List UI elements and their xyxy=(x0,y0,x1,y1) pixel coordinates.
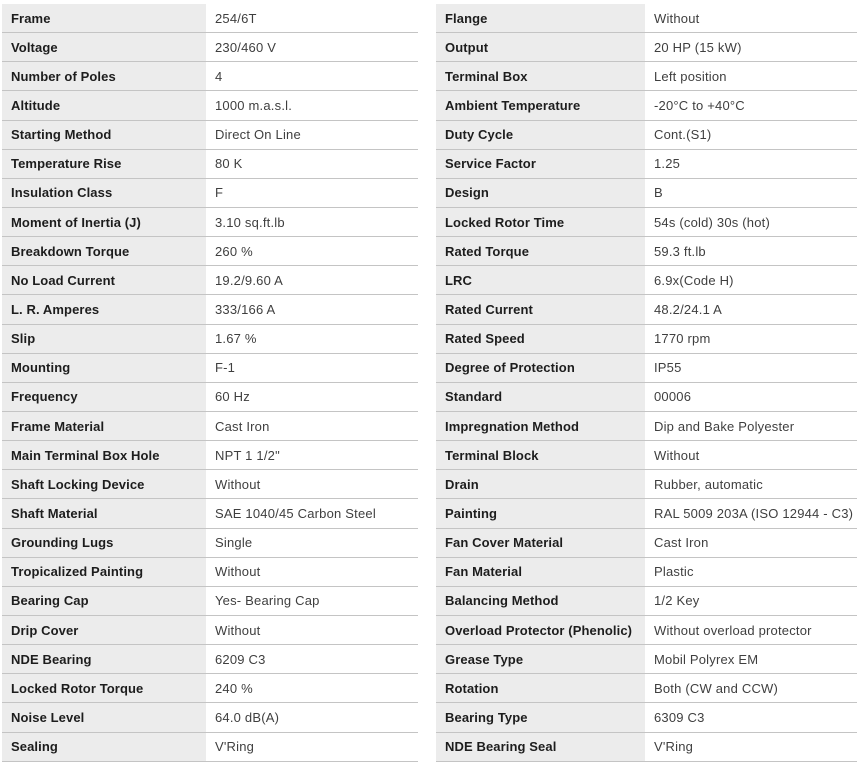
spec-row xyxy=(2,91,418,120)
spec-row xyxy=(436,150,857,179)
spec-value: Both (CW and CCW) xyxy=(645,674,857,702)
spec-label: Frame xyxy=(2,4,206,32)
spec-row xyxy=(436,703,857,732)
spec-row xyxy=(436,470,857,499)
spec-label: Design xyxy=(436,179,645,207)
spec-row xyxy=(2,62,418,91)
spec-value: 20 HP (15 kW) xyxy=(645,33,857,61)
spec-row xyxy=(2,733,418,762)
spec-value: 4 xyxy=(206,62,418,90)
spec-row xyxy=(436,179,857,208)
spec-value: 1/2 Key xyxy=(645,587,857,615)
spec-label: Service Factor xyxy=(436,150,645,178)
spec-label: Starting Method xyxy=(2,121,206,149)
spec-row xyxy=(2,33,418,62)
spec-row xyxy=(2,441,418,470)
spec-label: Moment of Inertia (J) xyxy=(2,208,206,236)
spec-row xyxy=(436,325,857,354)
spec-row xyxy=(2,703,418,732)
spec-label: Locked Rotor Torque xyxy=(2,674,206,702)
spec-label: Ambient Temperature xyxy=(436,91,645,119)
spec-table-left xyxy=(2,4,418,762)
spec-row xyxy=(436,558,857,587)
spec-row xyxy=(2,558,418,587)
spec-label: NDE Bearing Seal xyxy=(436,733,645,761)
spec-label: Drain xyxy=(436,470,645,498)
spec-value: Left position xyxy=(645,62,857,90)
spec-row xyxy=(2,645,418,674)
spec-row xyxy=(2,499,418,528)
spec-value: 64.0 dB(A) xyxy=(206,703,418,731)
spec-value: 230/460 V xyxy=(206,33,418,61)
spec-label: Voltage xyxy=(2,33,206,61)
spec-label: Output xyxy=(436,33,645,61)
spec-value: F xyxy=(206,179,418,207)
spec-value: Without xyxy=(645,4,857,32)
spec-value: 6.9x(Code H) xyxy=(645,266,857,294)
spec-label: Balancing Method xyxy=(436,587,645,615)
spec-row xyxy=(436,383,857,412)
spec-label: Bearing Type xyxy=(436,703,645,731)
spec-label: Rotation xyxy=(436,674,645,702)
spec-label: NDE Bearing xyxy=(2,645,206,673)
spec-row xyxy=(436,266,857,295)
spec-row xyxy=(2,266,418,295)
spec-label: Bearing Cap xyxy=(2,587,206,615)
spec-row xyxy=(2,121,418,150)
spec-row xyxy=(436,354,857,383)
spec-row xyxy=(436,295,857,324)
spec-value: 59.3 ft.lb xyxy=(645,237,857,265)
spec-value: Cast Iron xyxy=(206,412,418,440)
spec-label: Frequency xyxy=(2,383,206,411)
spec-row xyxy=(2,237,418,266)
spec-value: 54s (cold) 30s (hot) xyxy=(645,208,857,236)
spec-label: Terminal Box xyxy=(436,62,645,90)
spec-label: No Load Current xyxy=(2,266,206,294)
spec-row xyxy=(436,208,857,237)
spec-row xyxy=(436,237,857,266)
spec-value: Dip and Bake Polyester xyxy=(645,412,857,440)
spec-value: V'Ring xyxy=(645,733,857,761)
spec-value: 6309 C3 xyxy=(645,703,857,731)
spec-value: Without xyxy=(206,616,418,644)
spec-value: Rubber, automatic xyxy=(645,470,857,498)
spec-value: 6209 C3 xyxy=(206,645,418,673)
spec-row xyxy=(436,529,857,558)
spec-label: Mounting xyxy=(2,354,206,382)
spec-value: Without xyxy=(645,441,857,469)
spec-value: 254/6T xyxy=(206,4,418,32)
spec-label: Frame Material xyxy=(2,412,206,440)
spec-value: Without overload protector xyxy=(645,616,857,644)
spec-label: Rated Current xyxy=(436,295,645,323)
spec-label: Duty Cycle xyxy=(436,121,645,149)
spec-row xyxy=(436,441,857,470)
spec-label: Degree of Protection xyxy=(436,354,645,382)
spec-value: Without xyxy=(206,470,418,498)
spec-row xyxy=(436,733,857,762)
spec-value: 1770 rpm xyxy=(645,325,857,353)
spec-label: Standard xyxy=(436,383,645,411)
spec-value: -20°C to +40°C xyxy=(645,91,857,119)
spec-row xyxy=(2,208,418,237)
spec-label: Rated Torque xyxy=(436,237,645,265)
spec-value: Cont.(S1) xyxy=(645,121,857,149)
spec-value: 1000 m.a.s.l. xyxy=(206,91,418,119)
spec-label: Shaft Locking Device xyxy=(2,470,206,498)
spec-row xyxy=(2,674,418,703)
spec-row xyxy=(2,529,418,558)
spec-row xyxy=(2,295,418,324)
spec-label: Overload Protector (Phenolic) xyxy=(436,616,645,644)
spec-value: 1.25 xyxy=(645,150,857,178)
spec-row xyxy=(2,354,418,383)
spec-value: Mobil Polyrex EM xyxy=(645,645,857,673)
spec-row xyxy=(2,150,418,179)
spec-row xyxy=(436,62,857,91)
spec-value: SAE 1040/45 Carbon Steel xyxy=(206,499,418,527)
spec-label: Fan Cover Material xyxy=(436,529,645,557)
spec-row xyxy=(436,91,857,120)
spec-label: Altitude xyxy=(2,91,206,119)
spec-value: 3.10 sq.ft.lb xyxy=(206,208,418,236)
spec-label: Breakdown Torque xyxy=(2,237,206,265)
spec-label: Rated Speed xyxy=(436,325,645,353)
spec-value: RAL 5009 203A (ISO 12944 - C3) xyxy=(645,499,857,527)
spec-label: Locked Rotor Time xyxy=(436,208,645,236)
spec-value: NPT 1 1/2" xyxy=(206,441,418,469)
spec-value: Cast Iron xyxy=(645,529,857,557)
spec-row xyxy=(436,33,857,62)
spec-label: Temperature Rise xyxy=(2,150,206,178)
spec-label: Sealing xyxy=(2,733,206,761)
spec-value: 60 Hz xyxy=(206,383,418,411)
spec-row xyxy=(2,616,418,645)
spec-value: 333/166 A xyxy=(206,295,418,323)
spec-row xyxy=(436,587,857,616)
spec-value: 48.2/24.1 A xyxy=(645,295,857,323)
spec-value: V'Ring xyxy=(206,733,418,761)
spec-row xyxy=(2,383,418,412)
spec-row xyxy=(436,499,857,528)
spec-value: 240 % xyxy=(206,674,418,702)
spec-label: Tropicalized Painting xyxy=(2,558,206,586)
spec-label: Insulation Class xyxy=(2,179,206,207)
spec-row xyxy=(2,325,418,354)
spec-value: Plastic xyxy=(645,558,857,586)
spec-label: LRC xyxy=(436,266,645,294)
spec-value: 1.67 % xyxy=(206,325,418,353)
spec-label: Drip Cover xyxy=(2,616,206,644)
spec-label: Main Terminal Box Hole xyxy=(2,441,206,469)
spec-label: Grease Type xyxy=(436,645,645,673)
spec-row xyxy=(2,470,418,499)
spec-value: Direct On Line xyxy=(206,121,418,149)
spec-label: Flange xyxy=(436,4,645,32)
spec-value: 00006 xyxy=(645,383,857,411)
spec-label: Fan Material xyxy=(436,558,645,586)
spec-row xyxy=(2,179,418,208)
spec-label: Shaft Material xyxy=(2,499,206,527)
spec-value: Single xyxy=(206,529,418,557)
spec-table-right xyxy=(436,4,857,762)
spec-value: 260 % xyxy=(206,237,418,265)
spec-row xyxy=(2,4,418,33)
spec-row xyxy=(436,412,857,441)
spec-row xyxy=(2,587,418,616)
spec-label: Painting xyxy=(436,499,645,527)
spec-value: 80 K xyxy=(206,150,418,178)
spec-value: F-1 xyxy=(206,354,418,382)
spec-value: IP55 xyxy=(645,354,857,382)
spec-label: Number of Poles xyxy=(2,62,206,90)
spec-value: 19.2/9.60 A xyxy=(206,266,418,294)
spec-value: Without xyxy=(206,558,418,586)
spec-label: L. R. Amperes xyxy=(2,295,206,323)
spec-value: B xyxy=(645,179,857,207)
spec-row xyxy=(436,674,857,703)
spec-row xyxy=(436,645,857,674)
spec-row xyxy=(436,121,857,150)
spec-label: Grounding Lugs xyxy=(2,529,206,557)
spec-label: Impregnation Method xyxy=(436,412,645,440)
spec-label: Slip xyxy=(2,325,206,353)
spec-row xyxy=(436,4,857,33)
spec-label: Terminal Block xyxy=(436,441,645,469)
spec-value: Yes- Bearing Cap xyxy=(206,587,418,615)
spec-label: Noise Level xyxy=(2,703,206,731)
spec-row xyxy=(436,616,857,645)
spec-row xyxy=(2,412,418,441)
